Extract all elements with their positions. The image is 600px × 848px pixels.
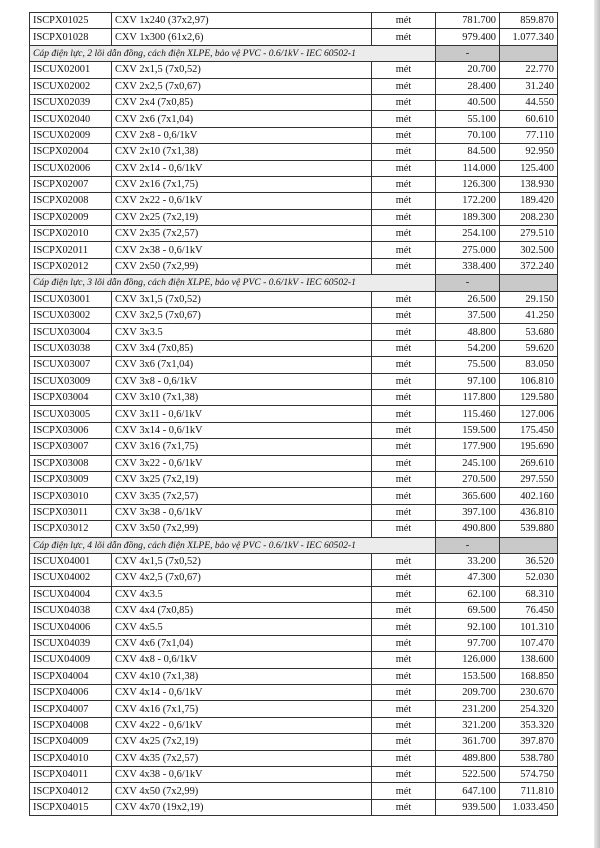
product-name-cell: CXV 3x1,5 (7x0,52) [112,291,372,307]
unit-cell: mét [372,389,436,405]
price-vat-cell: 269.610 [500,455,558,471]
product-code-cell: ISCPX04008 [30,717,112,733]
product-code-cell: ISCPX03004 [30,389,112,405]
unit-cell: mét [372,586,436,602]
price-cell: 397.100 [436,504,500,520]
price-cell: 490.800 [436,521,500,537]
price-vat-cell: 22.770 [500,62,558,78]
product-code-cell: ISCPX04004 [30,668,112,684]
product-code-cell: ISCUX02009 [30,127,112,143]
table-row [30,209,558,225]
price-vat-cell: 279.510 [500,226,558,242]
unit-cell: mét [372,78,436,94]
section-title: Cáp điện lực, 2 lõi dẫn đồng, cách điện XLPE, bảo vệ PVC - 0.6/1kV - IEC 60502-1 [30,45,436,61]
product-code-cell: ISCUX04006 [30,619,112,635]
product-name-cell: CXV 2x8 - 0,6/1kV [112,127,372,143]
product-name-cell: CXV 2x22 - 0,6/1kV [112,193,372,209]
product-code-cell: ISCPX02011 [30,242,112,258]
unit-cell: mét [372,242,436,258]
unit-cell: mét [372,701,436,717]
unit-cell: mét [372,439,436,455]
table-row [30,389,558,405]
unit-cell: mét [372,13,436,29]
table-row [30,258,558,274]
product-name-cell: CXV 2x10 (7x1,38) [112,144,372,160]
unit-cell: mét [372,258,436,274]
price-cell: 275.000 [436,242,500,258]
price-vat-cell: 859.870 [500,13,558,29]
price-cell: 37.500 [436,308,500,324]
unit-cell: mét [372,488,436,504]
unit-cell: mét [372,94,436,110]
price-vat-cell: 52.030 [500,570,558,586]
unit-cell: mét [372,308,436,324]
table-row [30,291,558,307]
product-name-cell: CXV 4x5.5 [112,619,372,635]
table-row [30,144,558,160]
product-code-cell: ISCPX04015 [30,799,112,815]
price-cell: 92.100 [436,619,500,635]
table-row [30,635,558,651]
price-cell: 153.500 [436,668,500,684]
section-title: Cáp điện lực, 4 lõi dẫn đồng, cách điện XLPE, bảo vệ PVC - 0.6/1kV - IEC 60502-1 [30,537,436,553]
price-cell: 114.000 [436,160,500,176]
table-row [30,193,558,209]
price-cell: 55.100 [436,111,500,127]
price-cell: 126.300 [436,176,500,192]
product-code-cell: ISCUX02001 [30,62,112,78]
unit-cell: mét [372,422,436,438]
table-row [30,62,558,78]
unit-cell: mét [372,160,436,176]
product-name-cell: CXV 1x240 (37x2,97) [112,13,372,29]
unit-cell: mét [372,734,436,750]
product-code-cell: ISCPX04012 [30,783,112,799]
product-code-cell: ISCUX02039 [30,94,112,110]
product-code-cell: ISCPX01025 [30,13,112,29]
price-cell: 177.900 [436,439,500,455]
unit-cell: mét [372,521,436,537]
product-code-cell: ISCUX03001 [30,291,112,307]
page-edge-shadow [594,0,600,848]
product-name-cell: CXV 3x50 (7x2,99) [112,521,372,537]
unit-cell: mét [372,750,436,766]
product-code-cell: ISCPX04007 [30,701,112,717]
product-code-cell: ISCPX02007 [30,176,112,192]
price-vat-cell: 29.150 [500,291,558,307]
product-name-cell: CXV 3x2,5 (7x0,67) [112,308,372,324]
product-code-cell: ISCPX04009 [30,734,112,750]
product-code-cell: ISCUX03005 [30,406,112,422]
product-name-cell: CXV 3x16 (7x1,75) [112,439,372,455]
unit-cell: mét [372,652,436,668]
product-code-cell: ISCPX04006 [30,685,112,701]
product-code-cell: ISCUX04009 [30,652,112,668]
product-name-cell: CXV 2x6 (7x1,04) [112,111,372,127]
price-vat-cell: 1.033.450 [500,799,558,815]
product-name-cell: CXV 4x4 (7x0,85) [112,603,372,619]
price-cell: 189.300 [436,209,500,225]
product-name-cell: CXV 3x3.5 [112,324,372,340]
product-code-cell: ISCPX02008 [30,193,112,209]
price-vat-cell: 77.110 [500,127,558,143]
price-vat-cell: 711.810 [500,783,558,799]
price-vat-cell: 60.610 [500,111,558,127]
product-code-cell: ISCUX04002 [30,570,112,586]
section-title: Cáp điện lực, 3 lõi dẫn đồng, cách điện XLPE, bảo vệ PVC - 0.6/1kV - IEC 60502-1 [30,275,436,291]
unit-cell: mét [372,406,436,422]
price-cell: 75.500 [436,357,500,373]
product-name-cell: CXV 3x22 - 0,6/1kV [112,455,372,471]
unit-cell: mét [372,635,436,651]
table-row [30,324,558,340]
price-cell: 489.800 [436,750,500,766]
unit-cell: mét [372,357,436,373]
section-dash: - [436,537,500,553]
price-vat-cell: 106.810 [500,373,558,389]
price-cell: 254.100 [436,226,500,242]
product-name-cell: CXV 4x2,5 (7x0,67) [112,570,372,586]
price-vat-cell: 297.550 [500,471,558,487]
price-vat-cell: 436.810 [500,504,558,520]
price-vat-cell: 36.520 [500,553,558,569]
table-row [30,94,558,110]
unit-cell: mét [372,29,436,45]
table-row [30,553,558,569]
price-cell: 40.500 [436,94,500,110]
price-vat-cell: 59.620 [500,340,558,356]
product-code-cell: ISCUX02006 [30,160,112,176]
price-vat-cell: 138.930 [500,176,558,192]
table-row [30,308,558,324]
price-vat-cell: 31.240 [500,78,558,94]
unit-cell: mét [372,226,436,242]
table-row [30,455,558,471]
product-name-cell: CXV 3x4 (7x0,85) [112,340,372,356]
price-cell: 126.000 [436,652,500,668]
unit-cell: mét [372,504,436,520]
product-name-cell: CXV 2x25 (7x2,19) [112,209,372,225]
price-cell: 97.700 [436,635,500,651]
price-vat-cell: 538.780 [500,750,558,766]
table-row [30,603,558,619]
price-cell: 20.700 [436,62,500,78]
price-vat-cell: 101.310 [500,619,558,635]
table-row [30,734,558,750]
product-name-cell: CXV 2x35 (7x2,57) [112,226,372,242]
product-code-cell: ISCUX04004 [30,586,112,602]
unit-cell: mét [372,291,436,307]
product-name-cell: CXV 4x6 (7x1,04) [112,635,372,651]
product-name-cell: CXV 4x8 - 0,6/1kV [112,652,372,668]
product-code-cell: ISCPX03011 [30,504,112,520]
table-row [30,78,558,94]
price-vat-cell: 125.400 [500,160,558,176]
price-cell: 647.100 [436,783,500,799]
product-name-cell: CXV 3x38 - 0,6/1kV [112,504,372,520]
unit-cell: mét [372,144,436,160]
price-cell: 47.300 [436,570,500,586]
price-vat-cell: 68.310 [500,586,558,602]
product-name-cell: CXV 3x35 (7x2,57) [112,488,372,504]
product-name-cell: CXV 3x10 (7x1,38) [112,389,372,405]
price-cell: 979.400 [436,29,500,45]
product-code-cell: ISCPX03006 [30,422,112,438]
product-code-cell: ISCPX02010 [30,226,112,242]
table-row [30,570,558,586]
section-dash: - [436,275,500,291]
unit-cell: mét [372,619,436,635]
product-name-cell: CXV 3x14 - 0,6/1kV [112,422,372,438]
unit-cell: mét [372,668,436,684]
unit-cell: mét [372,111,436,127]
product-code-cell: ISCPX01028 [30,29,112,45]
product-name-cell: CXV 2x2,5 (7x0,67) [112,78,372,94]
product-code-cell: ISCUX02040 [30,111,112,127]
price-vat-cell: 92.950 [500,144,558,160]
table-row [30,340,558,356]
price-vat-cell: 53.680 [500,324,558,340]
unit-cell: mét [372,455,436,471]
price-cell: 84.500 [436,144,500,160]
product-code-cell: ISCPX03012 [30,521,112,537]
price-cell: 117.800 [436,389,500,405]
product-name-cell: CXV 2x50 (7x2,99) [112,258,372,274]
section-header-row [30,275,558,291]
product-code-cell: ISCUX03004 [30,324,112,340]
product-code-cell: ISCPX03007 [30,439,112,455]
price-cell: 209.700 [436,685,500,701]
unit-cell: mét [372,603,436,619]
product-name-cell: CXV 4x3.5 [112,586,372,602]
section-header-row [30,537,558,553]
unit-cell: mét [372,570,436,586]
product-name-cell: CXV 4x70 (19x2,19) [112,799,372,815]
table-row [30,406,558,422]
table-row [30,439,558,455]
table-row [30,176,558,192]
price-cell: 338.400 [436,258,500,274]
table-row [30,242,558,258]
table-row [30,799,558,815]
table-row [30,668,558,684]
price-cell: 522.500 [436,766,500,782]
table-row [30,701,558,717]
table-row [30,783,558,799]
table-row [30,488,558,504]
product-code-cell: ISCPX04010 [30,750,112,766]
table-row [30,504,558,520]
product-name-cell: CXV 4x25 (7x2,19) [112,734,372,750]
table-row [30,373,558,389]
price-vat-cell: 397.870 [500,734,558,750]
price-vat-cell: 44.550 [500,94,558,110]
price-cell: 159.500 [436,422,500,438]
price-cell: 97.100 [436,373,500,389]
price-cell: 69.500 [436,603,500,619]
price-vat-cell: 41.250 [500,308,558,324]
price-cell: 115.460 [436,406,500,422]
price-vat-cell: 208.230 [500,209,558,225]
price-table [29,12,558,816]
product-name-cell: CXV 4x14 - 0,6/1kV [112,685,372,701]
price-cell: 270.500 [436,471,500,487]
table-row [30,13,558,29]
unit-cell: mét [372,799,436,815]
product-name-cell: CXV 4x22 - 0,6/1kV [112,717,372,733]
product-code-cell: ISCPX02004 [30,144,112,160]
unit-cell: mét [372,193,436,209]
price-vat-cell: 76.450 [500,603,558,619]
price-cell: 28.400 [436,78,500,94]
price-vat-cell: 254.320 [500,701,558,717]
price-vat-cell: 302.500 [500,242,558,258]
price-cell: 172.200 [436,193,500,209]
product-code-cell: ISCPX03008 [30,455,112,471]
price-cell: 33.200 [436,553,500,569]
unit-cell: mét [372,176,436,192]
price-vat-cell: 83.050 [500,357,558,373]
table-row [30,717,558,733]
product-name-cell: CXV 4x16 (7x1,75) [112,701,372,717]
product-code-cell: ISCPX03009 [30,471,112,487]
price-vat-cell: 353.320 [500,717,558,733]
price-cell: 361.700 [436,734,500,750]
unit-cell: mét [372,766,436,782]
product-name-cell: CXV 3x25 (7x2,19) [112,471,372,487]
price-cell: 48.800 [436,324,500,340]
price-cell: 54.200 [436,340,500,356]
product-name-cell: CXV 4x50 (7x2,99) [112,783,372,799]
price-cell: 365.600 [436,488,500,504]
table-row [30,619,558,635]
price-vat-cell: 574.750 [500,766,558,782]
table-row [30,422,558,438]
product-code-cell: ISCUX04038 [30,603,112,619]
unit-cell: mét [372,783,436,799]
price-vat-cell: 138.600 [500,652,558,668]
table-row [30,127,558,143]
price-cell: 245.100 [436,455,500,471]
product-code-cell: ISCUX04039 [30,635,112,651]
table-row [30,586,558,602]
table-row [30,111,558,127]
price-cell: 70.100 [436,127,500,143]
price-vat-cell: 195.690 [500,439,558,455]
section-header-row [30,45,558,61]
product-code-cell: ISCUX02002 [30,78,112,94]
table-row [30,652,558,668]
price-cell: 231.200 [436,701,500,717]
price-cell: 781.700 [436,13,500,29]
table-row [30,766,558,782]
product-name-cell: CXV 2x4 (7x0,85) [112,94,372,110]
section-empty-cell [500,537,558,553]
product-name-cell: CXV 2x1,5 (7x0,52) [112,62,372,78]
price-vat-cell: 129.580 [500,389,558,405]
section-dash: - [436,45,500,61]
price-cell: 939.500 [436,799,500,815]
table-row [30,521,558,537]
product-code-cell: ISCUX03009 [30,373,112,389]
product-name-cell: CXV 1x300 (61x2,6) [112,29,372,45]
product-code-cell: ISCUX03038 [30,340,112,356]
price-vat-cell: 372.240 [500,258,558,274]
price-vat-cell: 168.850 [500,668,558,684]
table-row [30,471,558,487]
unit-cell: mét [372,553,436,569]
table-row [30,750,558,766]
product-name-cell: CXV 4x10 (7x1,38) [112,668,372,684]
product-name-cell: CXV 4x35 (7x2,57) [112,750,372,766]
product-name-cell: CXV 4x1,5 (7x0,52) [112,553,372,569]
table-row [30,685,558,701]
table-row [30,357,558,373]
unit-cell: mét [372,471,436,487]
product-code-cell: ISCUX04001 [30,553,112,569]
product-code-cell: ISCPX02009 [30,209,112,225]
price-cell: 321.200 [436,717,500,733]
price-vat-cell: 1.077.340 [500,29,558,45]
price-cell: 26.500 [436,291,500,307]
price-vat-cell: 175.450 [500,422,558,438]
product-name-cell: CXV 2x14 - 0,6/1kV [112,160,372,176]
product-code-cell: ISCPX04011 [30,766,112,782]
price-vat-cell: 402.160 [500,488,558,504]
section-empty-cell [500,45,558,61]
table-row [30,29,558,45]
product-code-cell: ISCUX03002 [30,308,112,324]
unit-cell: mét [372,685,436,701]
unit-cell: mét [372,373,436,389]
section-empty-cell [500,275,558,291]
table-row [30,160,558,176]
product-name-cell: CXV 3x11 - 0,6/1kV [112,406,372,422]
unit-cell: mét [372,717,436,733]
unit-cell: mét [372,340,436,356]
unit-cell: mét [372,62,436,78]
price-vat-cell: 189.420 [500,193,558,209]
price-vat-cell: 127.006 [500,406,558,422]
product-code-cell: ISCPX02012 [30,258,112,274]
product-name-cell: CXV 2x16 (7x1,75) [112,176,372,192]
product-name-cell: CXV 4x38 - 0,6/1kV [112,766,372,782]
price-vat-cell: 539.880 [500,521,558,537]
unit-cell: mét [372,127,436,143]
table-row [30,226,558,242]
product-name-cell: CXV 3x6 (7x1,04) [112,357,372,373]
price-vat-cell: 230.670 [500,685,558,701]
product-name-cell: CXV 3x8 - 0,6/1kV [112,373,372,389]
unit-cell: mét [372,324,436,340]
price-cell: 62.100 [436,586,500,602]
price-vat-cell: 107.470 [500,635,558,651]
unit-cell: mét [372,209,436,225]
product-name-cell: CXV 2x38 - 0,6/1kV [112,242,372,258]
product-code-cell: ISCPX03010 [30,488,112,504]
product-code-cell: ISCUX03007 [30,357,112,373]
